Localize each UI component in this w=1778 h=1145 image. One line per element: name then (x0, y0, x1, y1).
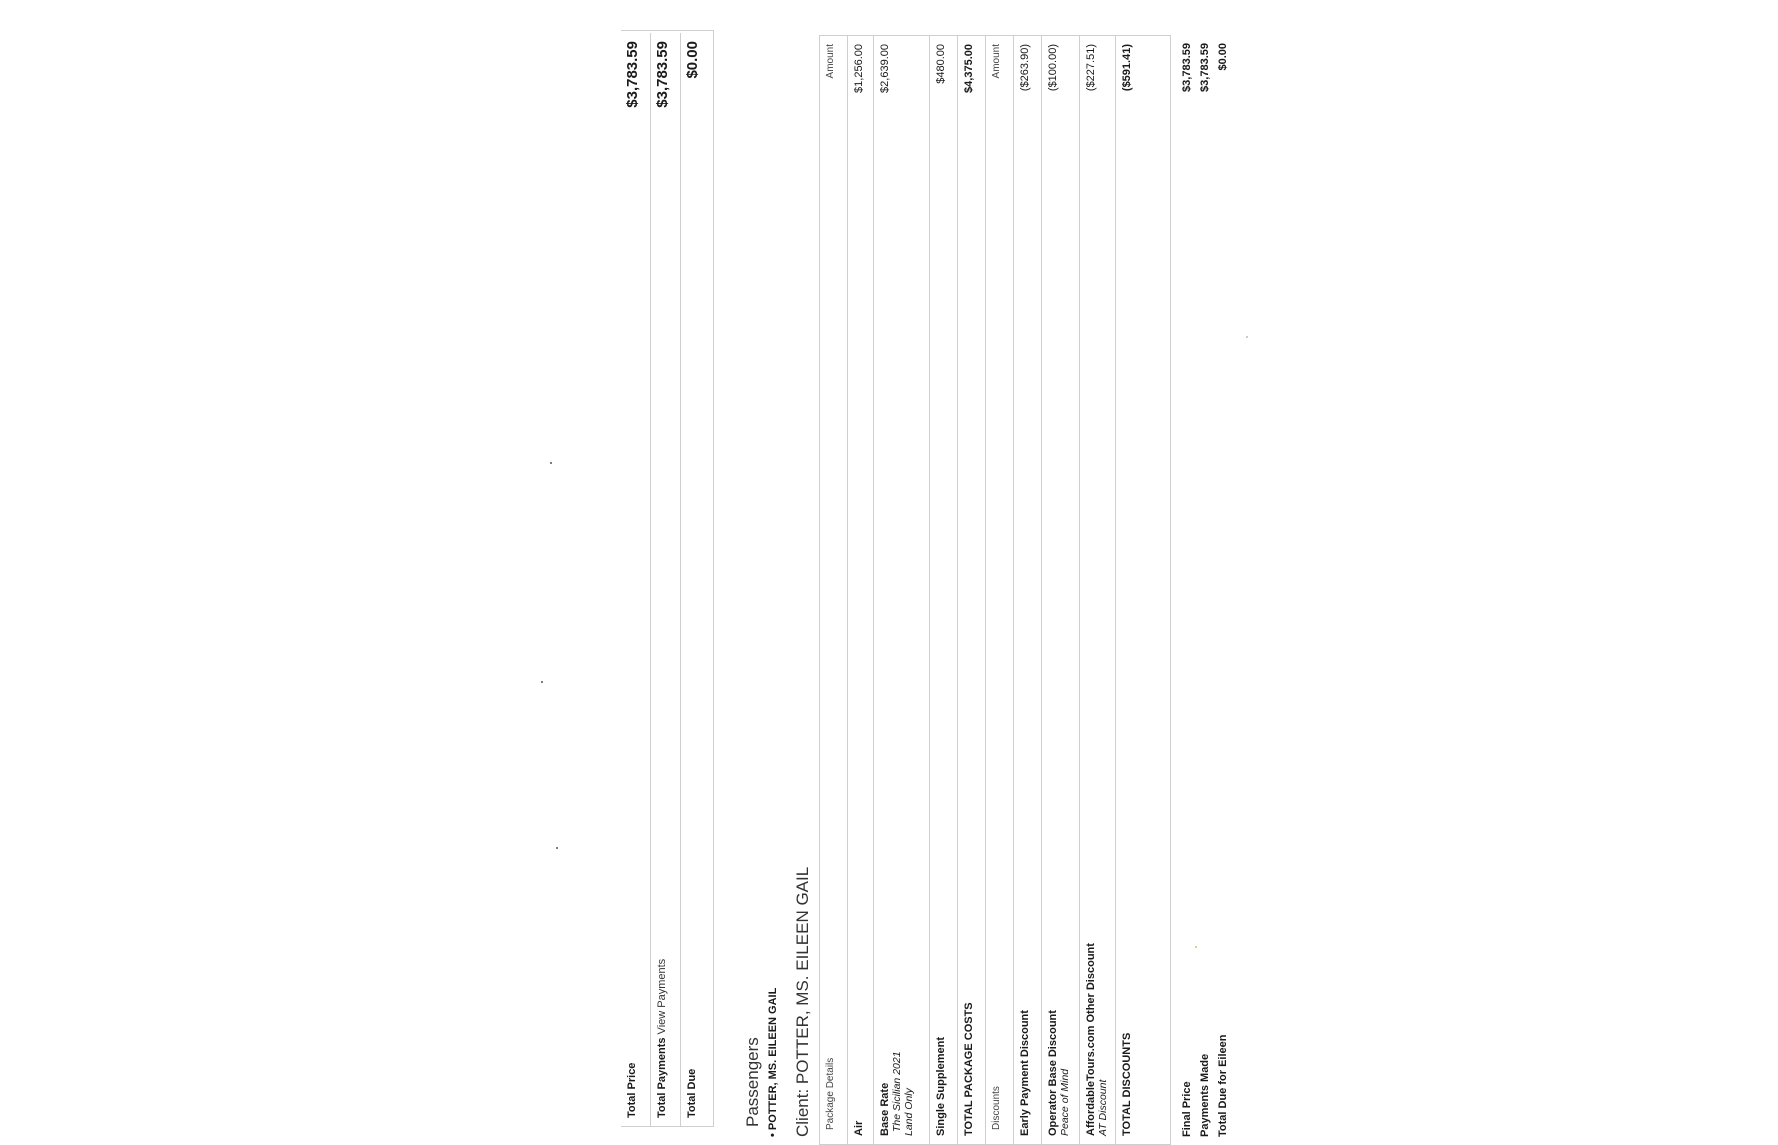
scan-speck (556, 847, 558, 849)
package-details-header: Package Details (825, 1057, 836, 1130)
at-discount-amount: ($227.51) (1085, 44, 1097, 92)
operator-discount-sub: Peace of Mind (1059, 1068, 1071, 1136)
operator-discount-amount: ($100.00) (1047, 44, 1059, 92)
operator-discount-label-group (1047, 1010, 1071, 1136)
total-payments-value: $3,783.59 (654, 41, 671, 108)
discounts-amount-header: Amount (991, 44, 1002, 79)
package-header-row (820, 36, 848, 1144)
total-due-row (681, 33, 711, 1126)
total-due-label: Total Due (686, 1068, 698, 1118)
total-payments-label: Total Payments (656, 1037, 668, 1118)
base-rate-tour-name: The Sicilian 2021 (891, 1051, 903, 1132)
passenger-name: POTTER, MS. EILEEN GAIL (767, 987, 779, 1131)
at-discount-sub: AT Discount (1097, 1079, 1109, 1136)
single-supplement-label: Single Supplement (935, 1036, 947, 1136)
passenger-list-item[interactable] (767, 988, 779, 1137)
view-payments-link[interactable]: View Payments (656, 958, 668, 1035)
total-discounts-amount: ($591.41) (1121, 44, 1133, 92)
total-package-label: TOTAL PACKAGE COSTS (963, 1002, 975, 1136)
early-payment-amount: ($263.90) (1019, 44, 1031, 92)
table-row-early-payment (1014, 36, 1042, 1144)
client-heading: Client: POTTER, MS. EILEEN GAIL (793, 866, 812, 1137)
table-row-operator-discount (1042, 36, 1080, 1144)
single-supplement-amount: $480.00 (935, 44, 947, 84)
table-row-total-package (958, 36, 986, 1144)
table-row-base-rate (874, 36, 930, 1144)
at-discount-label-group (1085, 943, 1109, 1136)
discounts-header-row (986, 36, 1014, 1144)
table-row-at-discount (1080, 36, 1116, 1144)
operator-discount-label: Operator Base Discount (1047, 1010, 1059, 1136)
total-due-eileen-label: Total Due for Eileen (1217, 1034, 1229, 1137)
table-row-single-supplement (930, 36, 958, 1144)
payments-made-row (1197, 35, 1215, 1145)
base-rate-amount: $2,639.00 (879, 44, 891, 93)
at-discount-label: AffordableTours.com Other Discount (1085, 943, 1097, 1136)
base-rate-label: Base Rate (879, 1082, 891, 1136)
final-totals (1179, 35, 1239, 1145)
bullet-icon: • (767, 1130, 779, 1137)
payments-made-label: Payments Made (1199, 1053, 1211, 1137)
air-label: Air (853, 1120, 865, 1136)
scan-speck (541, 681, 543, 683)
price-summary-box (621, 30, 714, 1127)
total-package-amount: $4,375.00 (963, 44, 975, 93)
base-rate-label-group (879, 1051, 915, 1136)
final-price-value: $3,783.59 (1181, 43, 1193, 92)
total-due-value: $0.00 (684, 41, 701, 79)
package-details-table (819, 35, 1171, 1145)
table-row-air (848, 36, 874, 1144)
total-payments-label-group (656, 959, 668, 1118)
discounts-header: Discounts (991, 1086, 1002, 1130)
package-amount-header: Amount (825, 44, 836, 79)
final-price-label: Final Price (1181, 1081, 1193, 1137)
rotated-invoice-page (621, 35, 1251, 1145)
final-price-row (1179, 35, 1197, 1145)
scan-speck (1246, 336, 1248, 338)
early-payment-label: Early Payment Discount (1019, 1010, 1031, 1136)
scan-speck (1195, 946, 1197, 948)
passengers-heading: Passengers (743, 1037, 762, 1127)
total-price-value: $3,783.59 (624, 41, 641, 108)
base-rate-tour-type: Land Only (903, 1088, 915, 1136)
payments-made-value: $3,783.59 (1199, 43, 1211, 92)
table-row-total-discounts (1116, 36, 1170, 1144)
scan-speck (550, 462, 552, 464)
total-payments-row (651, 33, 681, 1126)
total-discounts-label: TOTAL DISCOUNTS (1121, 1032, 1133, 1136)
total-price-row (621, 33, 651, 1126)
total-price-label: Total Price (626, 1062, 638, 1118)
air-amount: $1,256.00 (853, 44, 865, 93)
total-due-eileen-value: $0.00 (1217, 43, 1229, 71)
total-due-eileen-row (1215, 35, 1233, 1145)
